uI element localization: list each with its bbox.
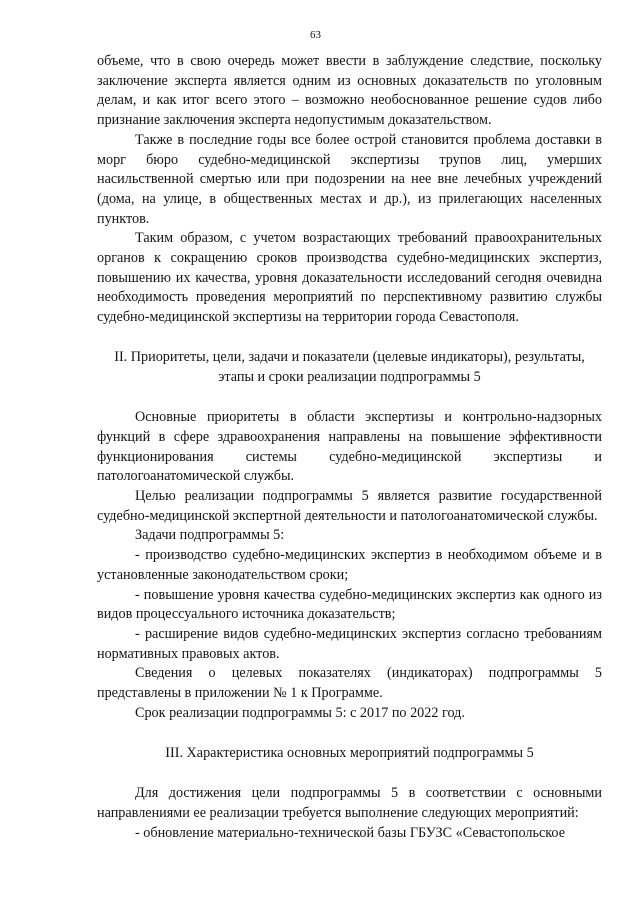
- section-heading-priorities: II. Приоритеты, цели, задачи и показатели (целевые индикаторы), результаты, этапы и сроки реализации подпрограммы 5: [114, 348, 585, 385]
- spacer: [97, 328, 602, 348]
- spacer: [97, 724, 602, 744]
- paragraph-continuation: объеме, что в свою очередь может ввести в заблуждение следствие, поскольку заключение эксперта является одним из основных доказательств по уголовным делам, и как итог всего этого – возможно необоснованное решение судов либо признание заключения эксперта недопустимым доказательством.: [97, 53, 602, 129]
- page-number: 63: [310, 29, 321, 41]
- list-item-task-1: - производство судебно-медицинских экспертиз в необходимом объеме и в установленные законодательством сроки;: [97, 547, 602, 583]
- list-item-activity-1: - обновление материально-технической базы ГБУЗС «Севастопольское: [135, 824, 565, 841]
- paragraph-conclusion: Таким образом, с учетом возрастающих требований правоохранительных органов к сокращению сроков производства судебно-медицинских экспертиз, повышению их качества, уровня доказательности исследований сегодня очевидна необходимость проведения мероприятий по перспективному развитию службы судебно-медицинской экспертизы на территории города Севастополя.: [97, 230, 602, 326]
- section-heading-activities: III. Характеристика основных мероприятий подпрограммы 5: [165, 744, 534, 761]
- paragraph-delivery-problem: Также в последние годы все более острой становится проблема доставки в морг бюро судебно-медицинской экспертизы трупов лиц, умерших насильственной смертью или при подозрении на нее вне лечебных учреждений (дома, на улице, в общественных местах и др.), из прилегающих населенных пунктов.: [97, 131, 602, 227]
- spacer: [97, 763, 602, 784]
- paragraph-indicators: Сведения о целевых показателях (индикаторах) подпрограммы 5 представлены в приложении № 1 к Программе.: [97, 665, 602, 702]
- paragraph-goal: Целью реализации подпрограммы 5 является развитие государственной судебно-медицинской экспертной деятельности и патологоанатомической службы.: [97, 488, 602, 524]
- paragraph-priorities: Основные приоритеты в области экспертизы и контрольно-надзорных функций в сфере здравоохранения направлены на повышение эффективности функционирования системы судебно-медицинской экспертизы и патологоанатомической службы.: [97, 409, 602, 485]
- list-item-task-3: - расширение видов судебно-медицинских экспертиз согласно требованиям нормативных правовых актов.: [97, 625, 602, 662]
- paragraph-activities-intro: Для достижения цели подпрограммы 5 в соответствии с основными направлениями ее реализации требуется выполнение следующих мероприятий:: [97, 785, 602, 821]
- paragraph-term: Срок реализации подпрограммы 5: с 2017 по 2022 год.: [135, 704, 465, 721]
- list-item-task-2: - повышение уровня качества судебно-медицинских экспертиз как одного из видов процессуального источника доказательств;: [97, 586, 602, 623]
- document-body: [97, 52, 602, 843]
- paragraph-tasks-title: Задачи подпрограммы 5:: [135, 527, 285, 544]
- spacer: [97, 387, 602, 408]
